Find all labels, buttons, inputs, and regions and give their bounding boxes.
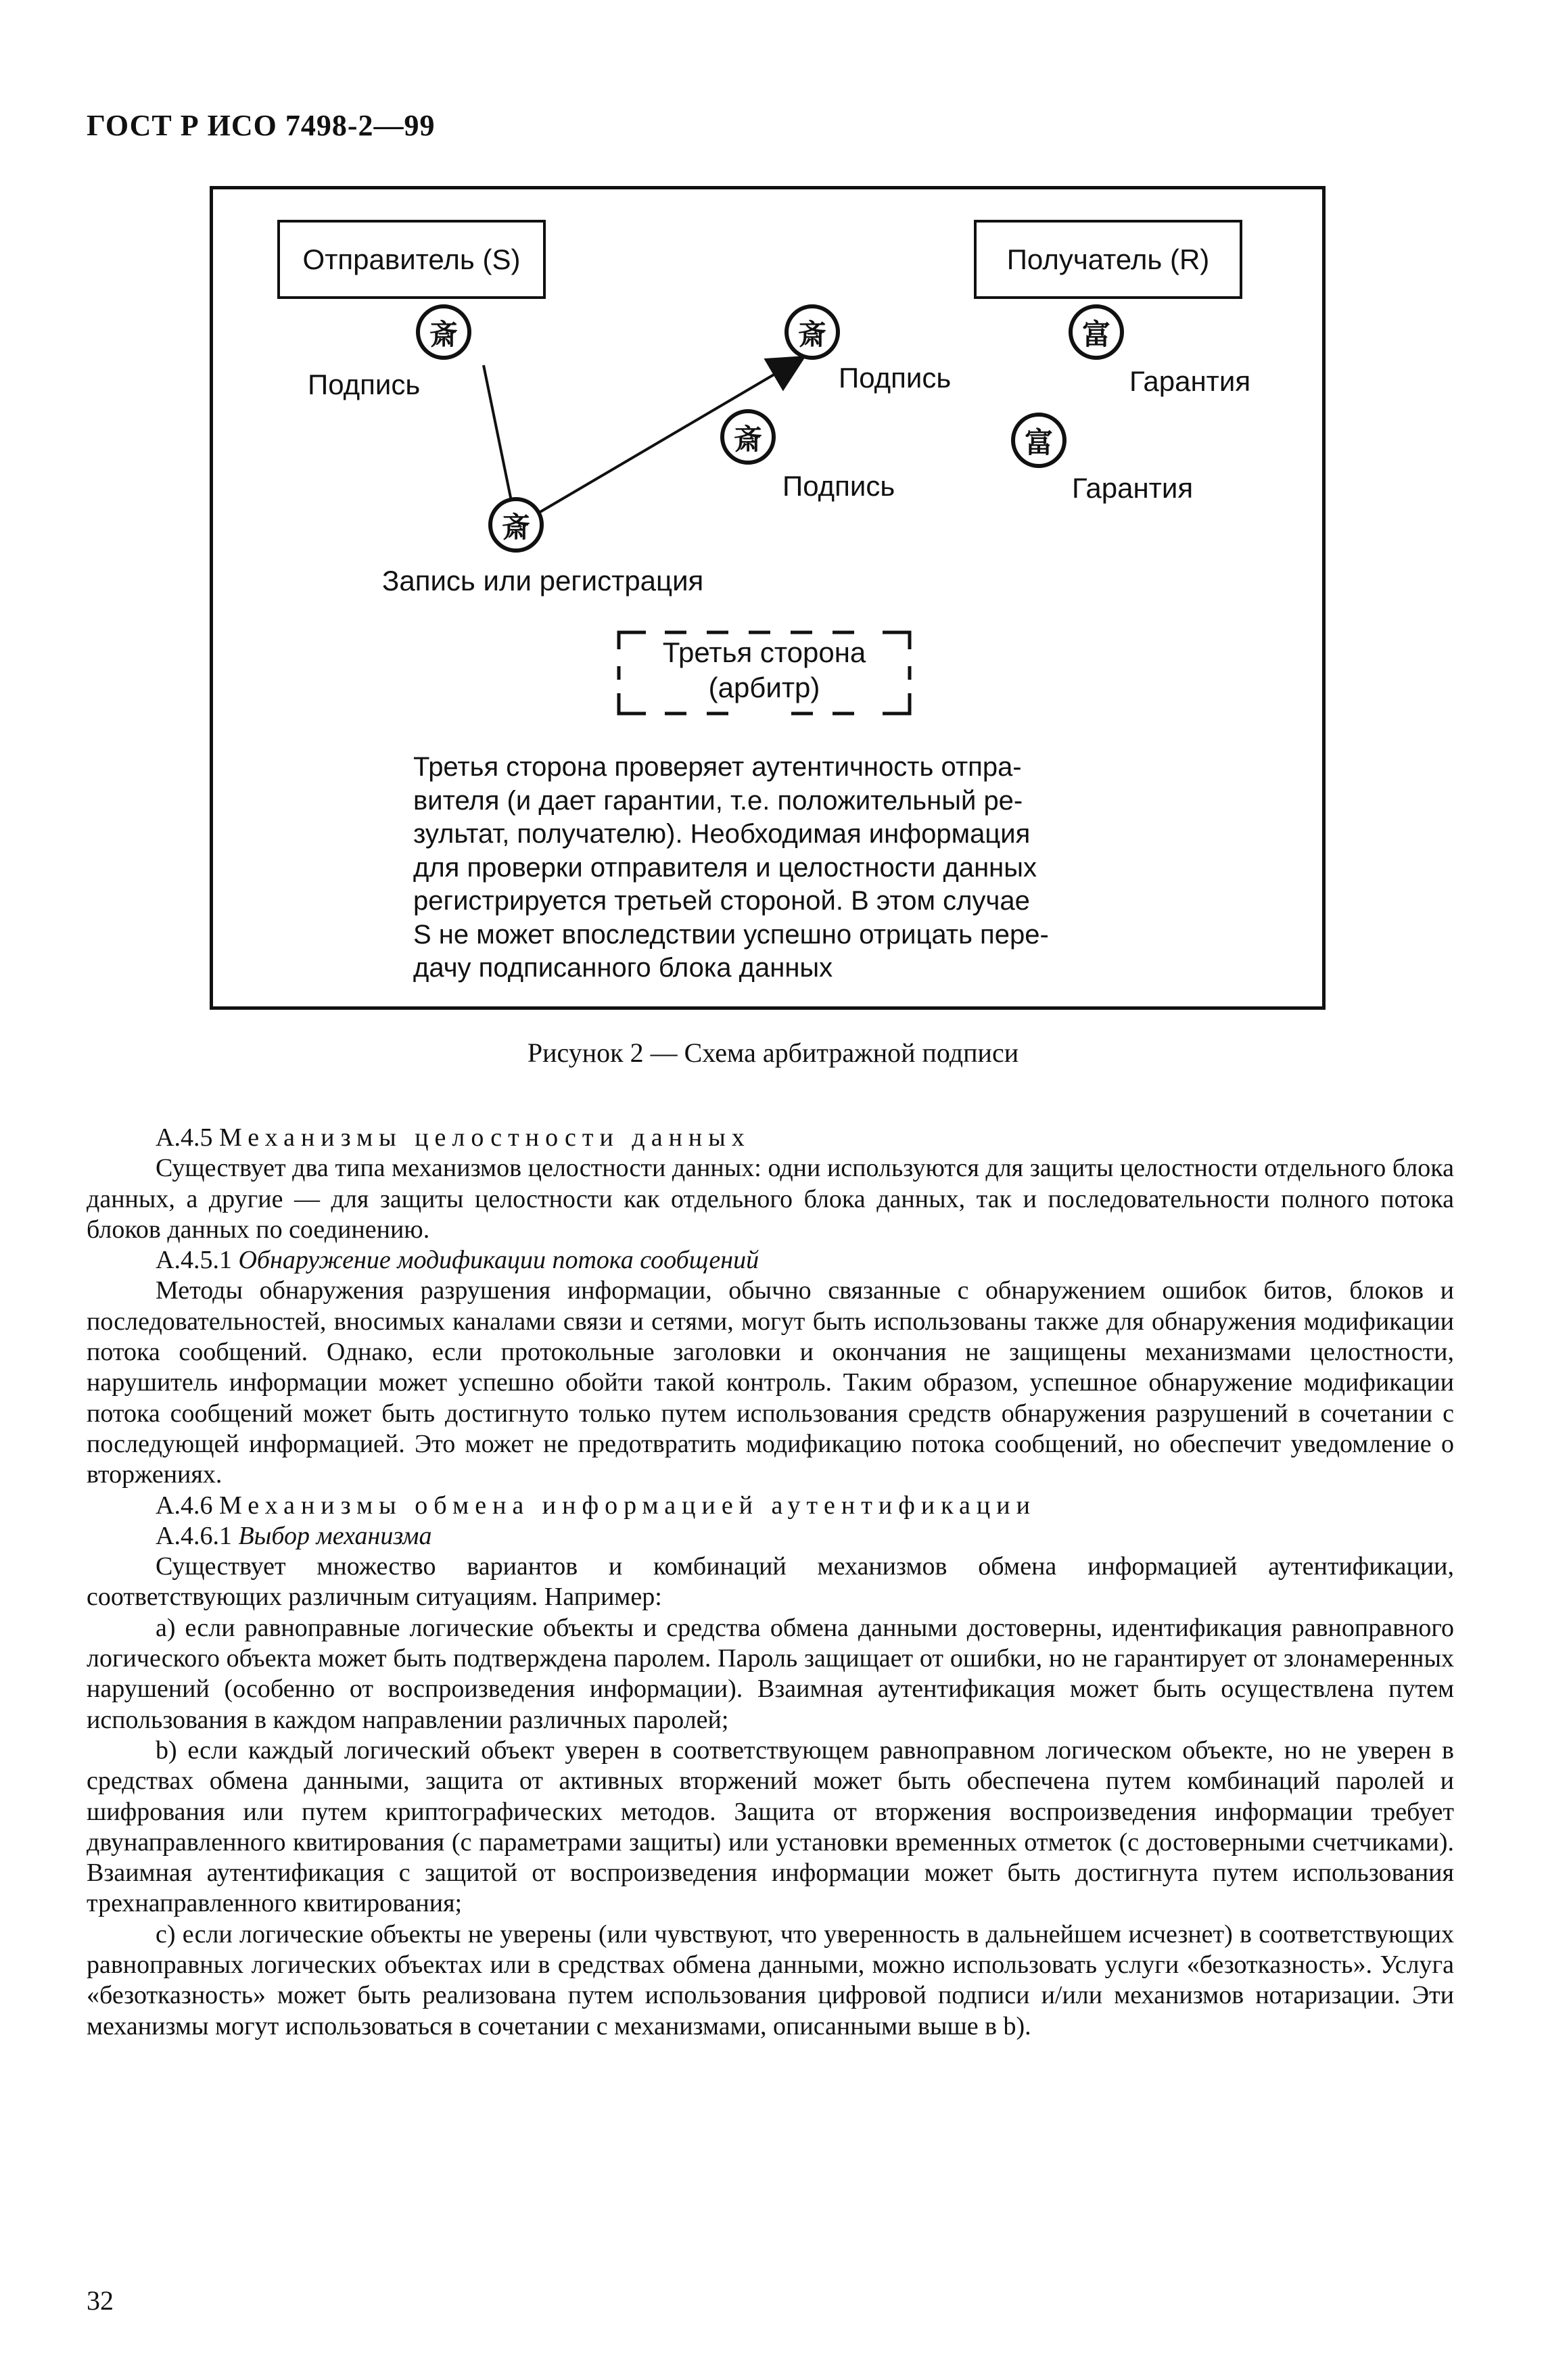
paragraph: Существует два типа механизмов целостности данных: одни используются для защиты целостности отдельного блока данных, а другие — для защиты целостности как отдельного блока данных, так и последовательности полного потока блоков данных по соединению. — [87, 1154, 1454, 1244]
figure-description-line: Третья сторона проверяет аутентичность отпра- — [413, 752, 1022, 782]
figure-frame — [210, 186, 1326, 1010]
list-item: c) если логические объекты не уверены (или чувствуют, что уверенность в дальнейшем исчезнет) в соответствующих равноправных логических объектах или в средствах обмена данными, можно использовать услуги «безотказность». Услуга «безотказность» может быть реализована путем использования цифровой подписи и/или механизмов нотаризации. Эти механизмы могут использоваться в сочетании с механизмами, описанными выше в b). — [87, 1919, 1454, 2040]
record-seal-icon: 斎 — [488, 497, 544, 553]
arrow-sign-to-record — [484, 365, 514, 514]
arbiter-box — [619, 626, 910, 717]
section-heading-a451: А.4.5.1 Обнаружение модификации потока сообщений — [156, 1246, 759, 1275]
record-label: Запись или регистрация — [382, 565, 704, 597]
paragraph: Методы обнаружения разрушения информации, обычно связанные с обнаружением ошибок битов, блоков и последовательностей, вносимых каналами связи и сетями, могут быть использованы также для обнаружения модификации потока сообщений. Однако, если протокольные заголовки и окончания не защищены механизмами целостности, нарушитель информации может успешно обойти такой контроль. Таким образом, успешное обнаружение модификации потока сообщений может быть достигнуто только путем использования средств обнаружения разрушений в сочетании с последующей информацией. Это может не предотвратить модификацию потока сообщений, но обеспечит уведомление о вторжениях. — [87, 1276, 1454, 1489]
received-signature-label: Подпись — [839, 362, 952, 394]
list-item: a) если равноправные логические объекты и средства обмена данными достоверны, идентификация равноправного логического объекта может быть подтверждена паролем. Пароль защищает от ошибки, но не гарантирует от злонамеренных нарушений (особенно от воспроизведения информации). Взаимная аутентификация может быть осуществлена путем использования в каждом направлении различных паролей; — [87, 1613, 1454, 1734]
signature-seal-icon: 斎 — [720, 409, 776, 465]
section-heading-a46: А.4.6 Механизмы обмена информацией аутентификации — [156, 1491, 1036, 1520]
paragraph: Существует множество вариантов и комбинаций механизмов обмена информацией аутентификации, соответствующих различным ситуациям. Например: — [87, 1552, 1454, 1612]
receiver-box: Получатель (R) — [974, 220, 1242, 299]
guarantee-label-2: Гарантия — [1072, 472, 1194, 504]
figure-description-line: S не может впоследствии успешно отрицать пере- — [413, 919, 1049, 950]
signature-label: Подпись — [782, 470, 895, 502]
section-heading-a461: А.4.6.1 Выбор механизма — [156, 1521, 432, 1550]
arbiter-line-2: (арбитр) — [708, 672, 820, 703]
figure-description-line: вителя (и дает гарантии, т.е. положительный ре- — [413, 785, 1023, 816]
sender-box: Отправитель (S) — [277, 220, 546, 299]
section-heading-a45: А.4.5 Механизмы целостности данных — [156, 1123, 751, 1152]
guarantee-label-1: Гарантия — [1129, 365, 1251, 397]
list-item: b) если каждый логический объект уверен в соответствующем равноправном логическом объекте, но не уверен в средствах обмена данными, защита от активных вторжений может быть обеспечена путем комбинаций паролей и шифрования или путем криптографических методов. Защита от вторжения воспроизведения информации требует двунаправленного квитирования (с параметрами защиты) или установки временных отметок (с достоверными счетчиками). Взаимная аутентификация с защитой от воспроизведения информации может быть достигнута путем использования трехнаправленного квитирования; — [87, 1735, 1454, 1918]
body-text — [87, 1123, 1454, 2042]
received-signature-seal-icon: 斎 — [784, 304, 840, 360]
sender-signature-seal-icon: 斎 — [416, 304, 471, 360]
figure-caption: Рисунок 2 — Схема арбитражной подписи — [527, 1037, 1019, 1068]
document-header: ГОСТ Р ИСО 7498-2—99 — [87, 109, 436, 142]
figure-description-line: регистрируется третьей стороной. В этом случае — [413, 886, 1030, 916]
figure-description-line: зультат, получателю). Необходимая информация — [413, 819, 1031, 849]
figure-description-line: для проверки отправителя и целостности данных — [413, 852, 1037, 883]
sender-signature-label: Подпись — [308, 369, 421, 400]
guarantee-seal-icon-1: 富 — [1069, 304, 1124, 360]
guarantee-seal-icon-2: 富 — [1011, 413, 1067, 468]
figure-description-line: дачу подписанного блока данных — [413, 953, 833, 983]
arbiter-line-1: Третья сторона — [662, 636, 866, 668]
page-number: 32 — [87, 2285, 114, 2316]
figure-description — [413, 751, 1090, 985]
